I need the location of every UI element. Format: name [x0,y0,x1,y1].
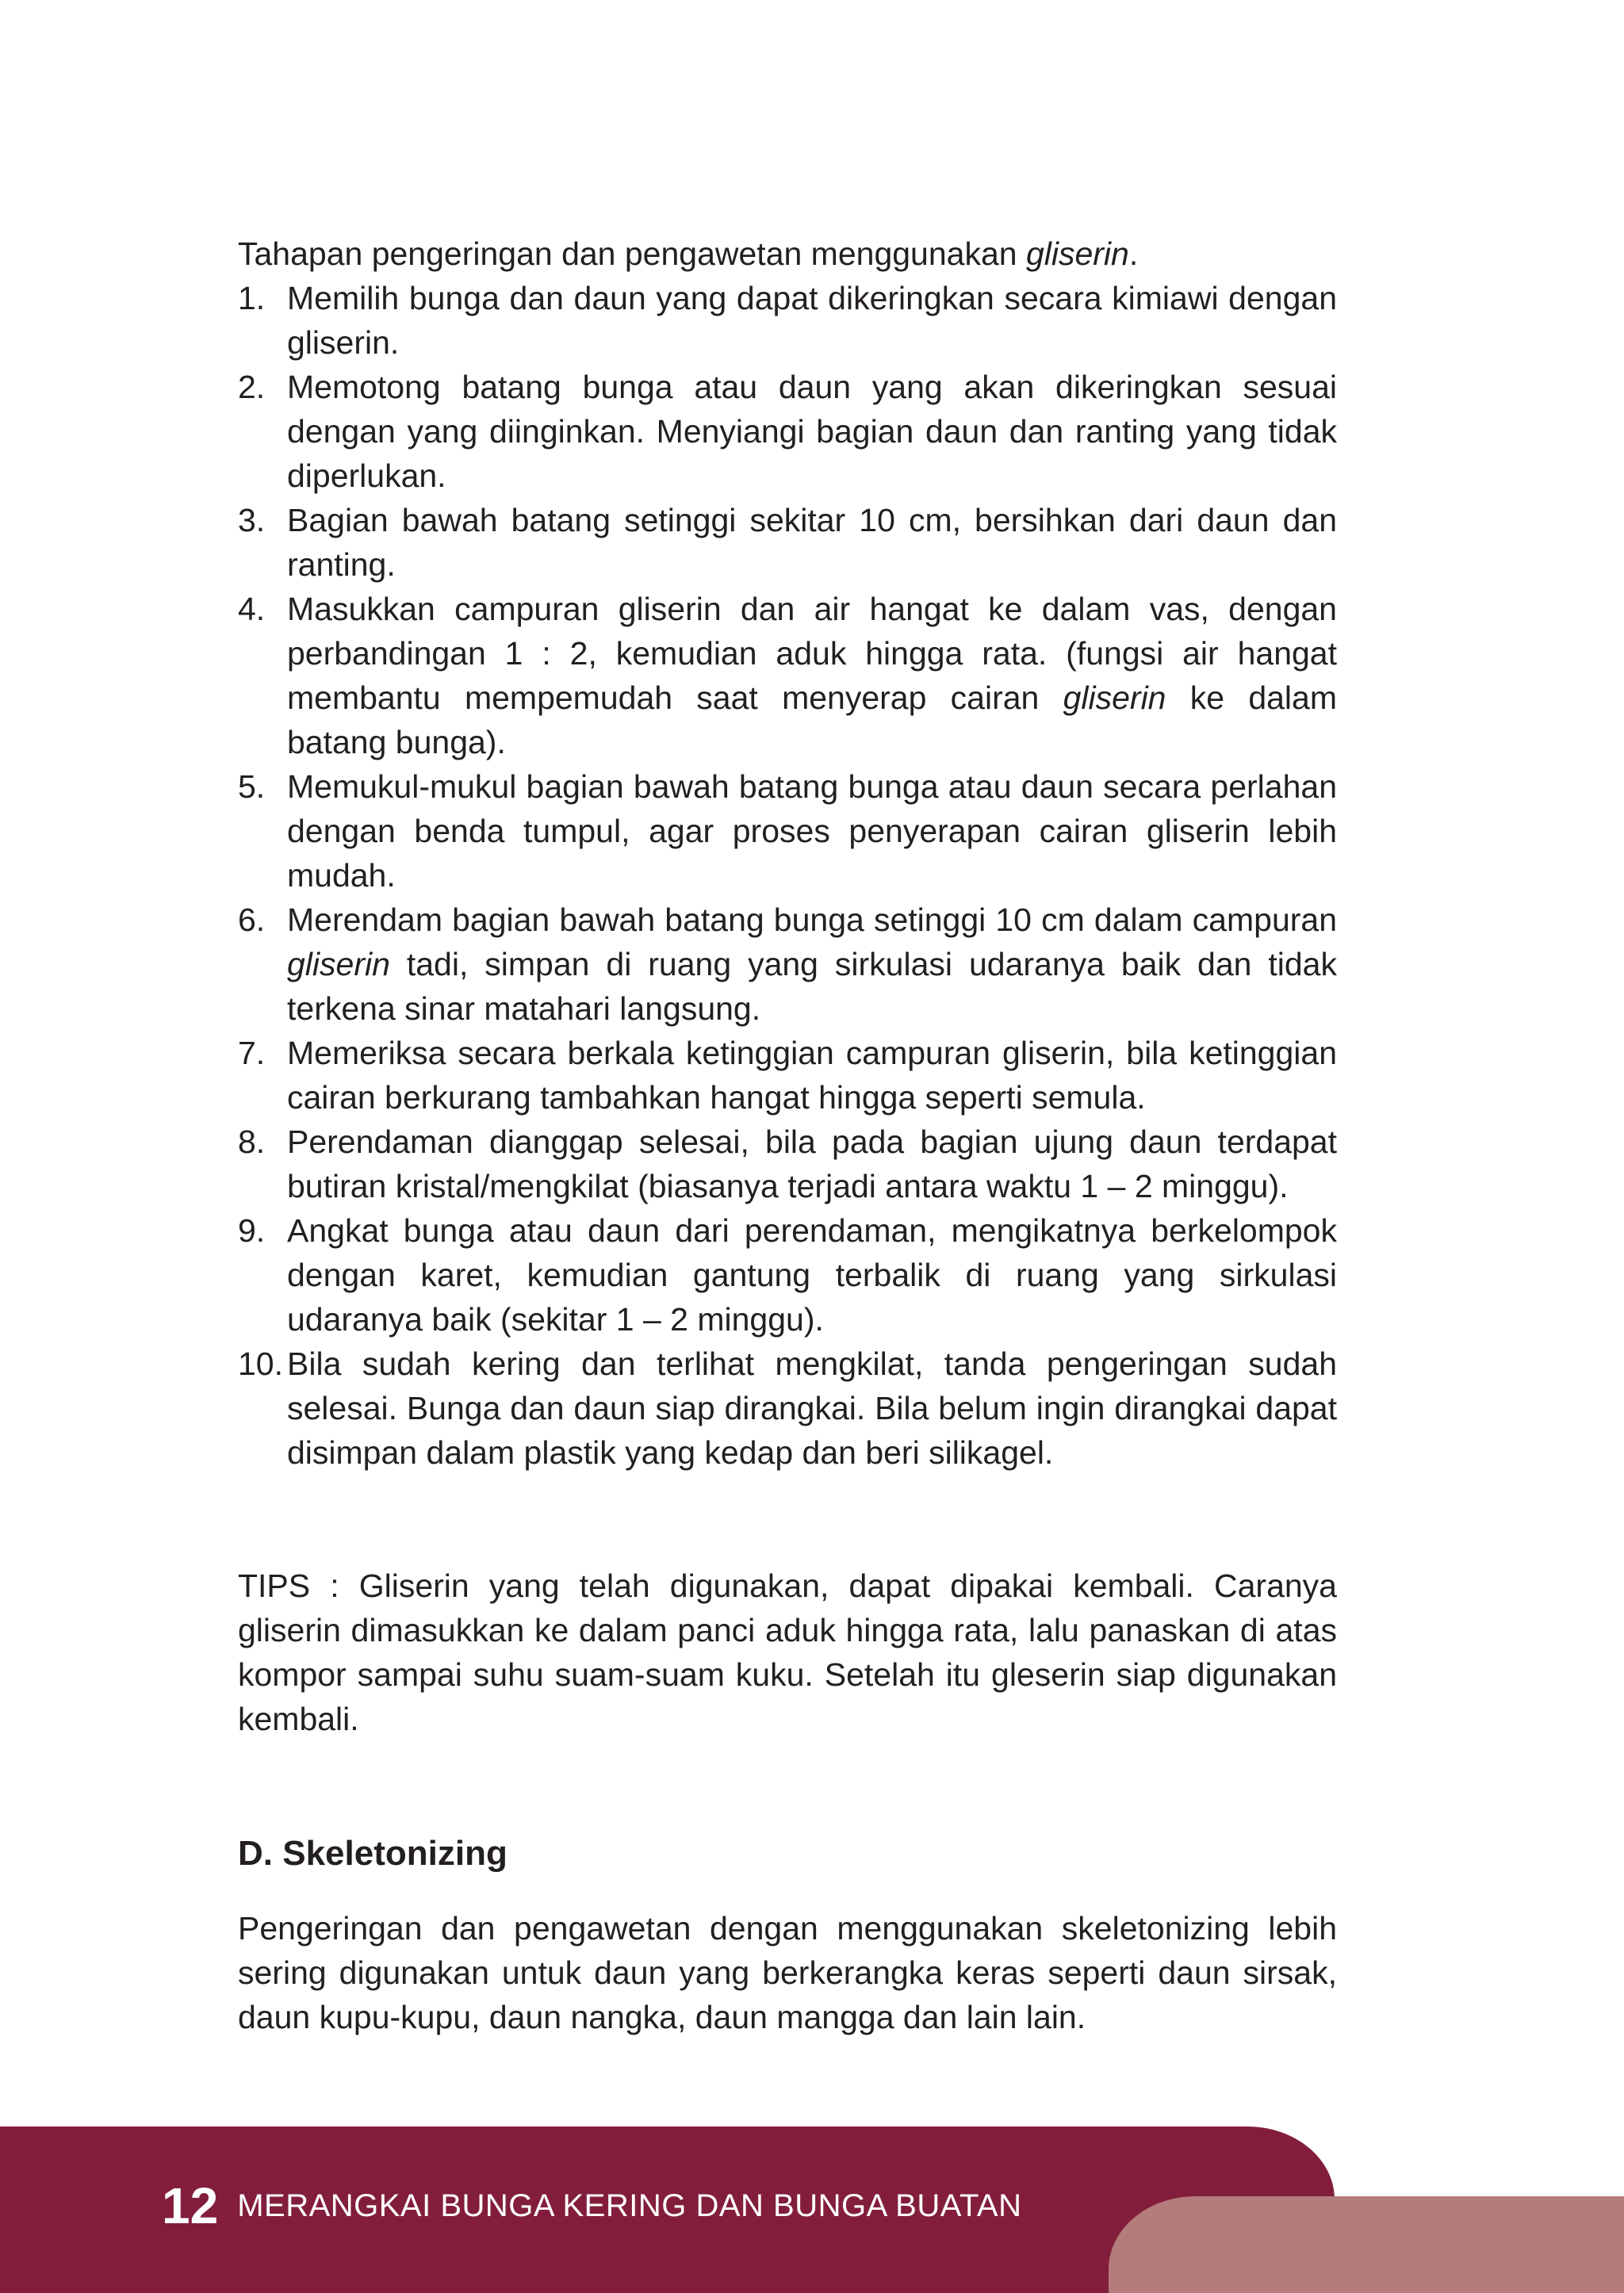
list-item [238,365,1337,498]
step-number: 6. [238,902,266,938]
book-title: MERANGKAI BUNGA KERING DAN BUNGA BUATAN [237,2188,1022,2223]
step-text: tadi, simpan di ruang yang sirkulasi udaranya baik dan tidak terkena sinar matahari langsung. [287,946,1337,1027]
list-item [238,1031,1337,1120]
step-text: Masukkan campuran gliserin dan air hangat ke dalam vas, dengan perbandingan 1 : 2, kemudian aduk hingga rata. (fungsi air hangat membantu mempemudah saat menyerap cairan [287,591,1337,716]
step-text: ke dalam batang bunga). [287,679,1337,760]
footer-tab-shape [1109,2196,1624,2293]
step-text: Perendaman dianggap selesai, bila pada bagian ujung daun terdapat butiran kristal/mengkilat (biasanya terjadi antara waktu 1 – 2 minggu). [287,1124,1337,1204]
step-term-italic: gliserin [287,946,390,982]
step-text: Bagian bawah batang setinggi sekitar 10 cm, bersihkan dari daun dan ranting. [287,502,1337,583]
section-title: D. Skeletonizing [238,1834,508,1873]
step-number: 3. [238,502,266,538]
list-item [238,1120,1337,1208]
list-item [238,276,1337,365]
page-number: 12 [162,2177,219,2234]
list-item [238,587,1337,764]
intro-paragraph [238,232,1337,276]
step-term-italic: gliserin [1063,679,1166,716]
step-number: 10. [238,1346,283,1382]
step-number: 2. [238,369,266,405]
footer [162,2174,1022,2237]
intro-end: . [1128,235,1139,272]
step-text: Angkat bunga atau daun dari perendaman, mengikatnya berkelompok dengan karet, kemudian gantung terbalik di ruang yang sirkulasi udaranya baik (sekitar 1 – 2 minggu). [287,1212,1337,1338]
list-item [238,1208,1337,1342]
steps-list [238,276,1337,1475]
step-text: Memilih bunga dan daun yang dapat dikeringkan secara kimiawi dengan gliserin. [287,280,1337,361]
intro-text: Tahapan pengeringan dan pengawetan menggunakan [238,235,1026,272]
intro-term-italic: gliserin [1025,235,1129,272]
step-text: Bila sudah kering dan terlihat mengkilat, tanda pengeringan sudah selesai. Bunga dan daun siap dirangkai. Bila belum ingin dirangkai dapat disimpan dalam plastik yang kedap dan beri silikagel. [287,1346,1337,1471]
step-text: Merendam bagian bawah batang bunga setinggi 10 cm dalam campuran [287,902,1337,938]
section-body: Pengeringan dan pengawetan dengan menggunakan skeletonizing lebih sering digunakan untuk daun yang berkerangka keras seperti daun sirsak, daun kupu-kupu, daun nangka, daun mangga dan lain lain. [238,1910,1337,2035]
list-item [238,764,1337,898]
step-text: Memukul-mukul bagian bawah batang bunga atau daun secara perlahan dengan benda tumpul, agar proses penyerapan cairan gliserin lebih mudah. [287,768,1337,894]
step-number: 5. [238,768,266,805]
page-content [238,232,1337,2039]
step-number: 1. [238,280,266,316]
list-item [238,498,1337,587]
step-number: 7. [238,1035,266,1071]
step-text: Memeriksa secara berkala ketinggian campuran gliserin, bila ketinggian cairan berkurang tambahkan hangat hingga seperti semula. [287,1035,1337,1116]
step-number: 8. [238,1124,266,1160]
step-number: 9. [238,1212,266,1249]
step-text: Memotong batang bunga atau daun yang akan dikeringkan sesuai dengan yang diinginkan. Menyiangi bagian daun dan ranting yang tidak diperlukan. [287,369,1337,494]
step-number: 4. [238,591,266,627]
list-item [238,898,1337,1031]
list-item [238,1342,1337,1475]
tips-paragraph: TIPS : Gliserin yang telah digunakan, dapat dipakai kembali. Caranya gliserin dimasukkan ke dalam panci aduk hingga rata, lalu panaskan di atas kompor sampai suhu suam-suam kuku. Setelah itu gleserin siap digunakan kembali. [238,1568,1337,1737]
